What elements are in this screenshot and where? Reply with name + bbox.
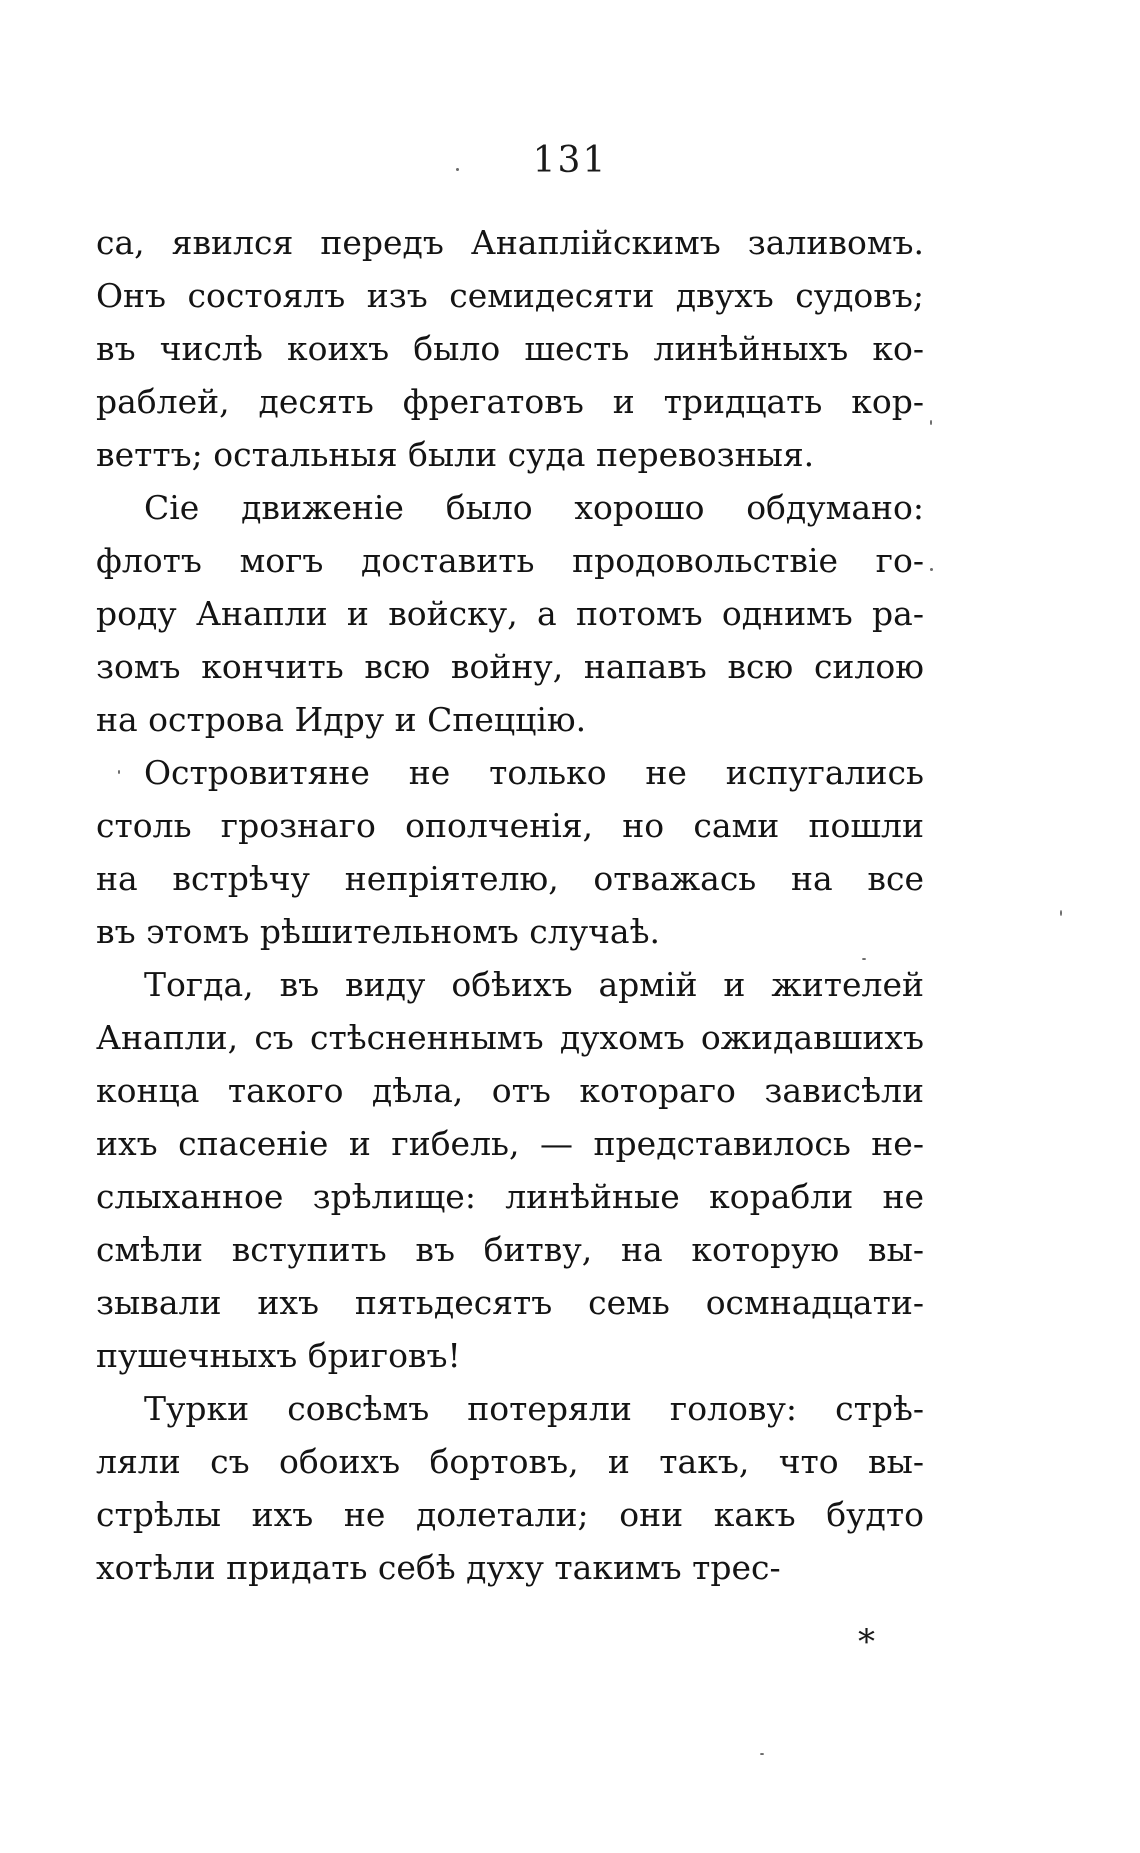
text-line: на встрѣчу непріятелю, отважась на все xyxy=(96,859,924,898)
text-line: хотѣли придать себѣ духу такимъ трес- xyxy=(96,1548,781,1587)
text-line: смѣли вступить въ битву, на которую вы- xyxy=(96,1230,924,1269)
text-line: ляли съ обоихъ бортовъ, и такъ, что вы- xyxy=(96,1442,924,1481)
text-line: въ числѣ коихъ было шесть линѣйныхъ ко- xyxy=(96,329,924,368)
catchword-mark: * xyxy=(858,1622,875,1662)
text-line: Турки совсѣмъ потеряли голову: стрѣ- xyxy=(144,1389,924,1428)
text-line: Островитяне не только не испугались xyxy=(144,753,924,792)
paragraph xyxy=(96,216,924,481)
text-line: Анапли, съ стѣсненнымъ духомъ ожидавшихъ xyxy=(96,1018,924,1057)
paragraph xyxy=(96,1382,924,1594)
paragraph xyxy=(96,746,924,958)
text-line: са, явился передъ Анаплійскимъ заливомъ. xyxy=(96,223,924,262)
paragraph xyxy=(96,481,924,746)
text-line: ихъ спасеніе и гибель, — представилось не- xyxy=(96,1124,924,1163)
scan-speck xyxy=(760,1753,764,1755)
text-line: веттъ; остальныя были суда перевозныя. xyxy=(96,435,815,474)
page-number: 131 xyxy=(532,140,608,181)
text-line: конца такого дѣла, отъ котораго зависѣли xyxy=(96,1071,924,1110)
text-line: флотъ могъ доставить продовольствіе го- xyxy=(96,541,924,580)
text-line: столь грознаго ополченія, но сами пошли xyxy=(96,806,924,845)
text-line: въ этомъ рѣшительномъ случаѣ. xyxy=(96,912,660,951)
text-line: Сіе движеніе было хорошо обдумано: xyxy=(144,488,924,527)
scan-speck xyxy=(930,568,933,571)
scan-speck xyxy=(1060,910,1062,916)
scan-speck xyxy=(118,770,120,774)
scan-speck xyxy=(930,420,932,425)
text-line: зывали ихъ пятьдесятъ семь осмнадцати- xyxy=(96,1283,924,1322)
text-line: Тогда, въ виду обѣихъ армій и жителей xyxy=(144,965,924,1004)
text-line: пушечныхъ бриговъ! xyxy=(96,1336,461,1375)
paragraph xyxy=(96,958,924,1382)
body-text xyxy=(96,216,924,1594)
scan-speck xyxy=(862,958,866,960)
text-line: роду Анапли и войску, а потомъ однимъ ра- xyxy=(96,594,924,633)
text-line: стрѣлы ихъ не долетали; они какъ будто xyxy=(96,1495,924,1534)
text-line: слыханное зрѣлище: линѣйные корабли не xyxy=(96,1177,924,1216)
scan-speck xyxy=(456,168,459,171)
text-line: раблей, десять фрегатовъ и тридцать кор- xyxy=(96,382,924,421)
text-line: на острова Идру и Спеццію. xyxy=(96,700,587,739)
text-line: Онъ состоялъ изъ семидесяти двухъ судовъ; xyxy=(96,276,924,315)
text-line: зомъ кончить всю войну, напавъ всю силою xyxy=(96,647,924,686)
